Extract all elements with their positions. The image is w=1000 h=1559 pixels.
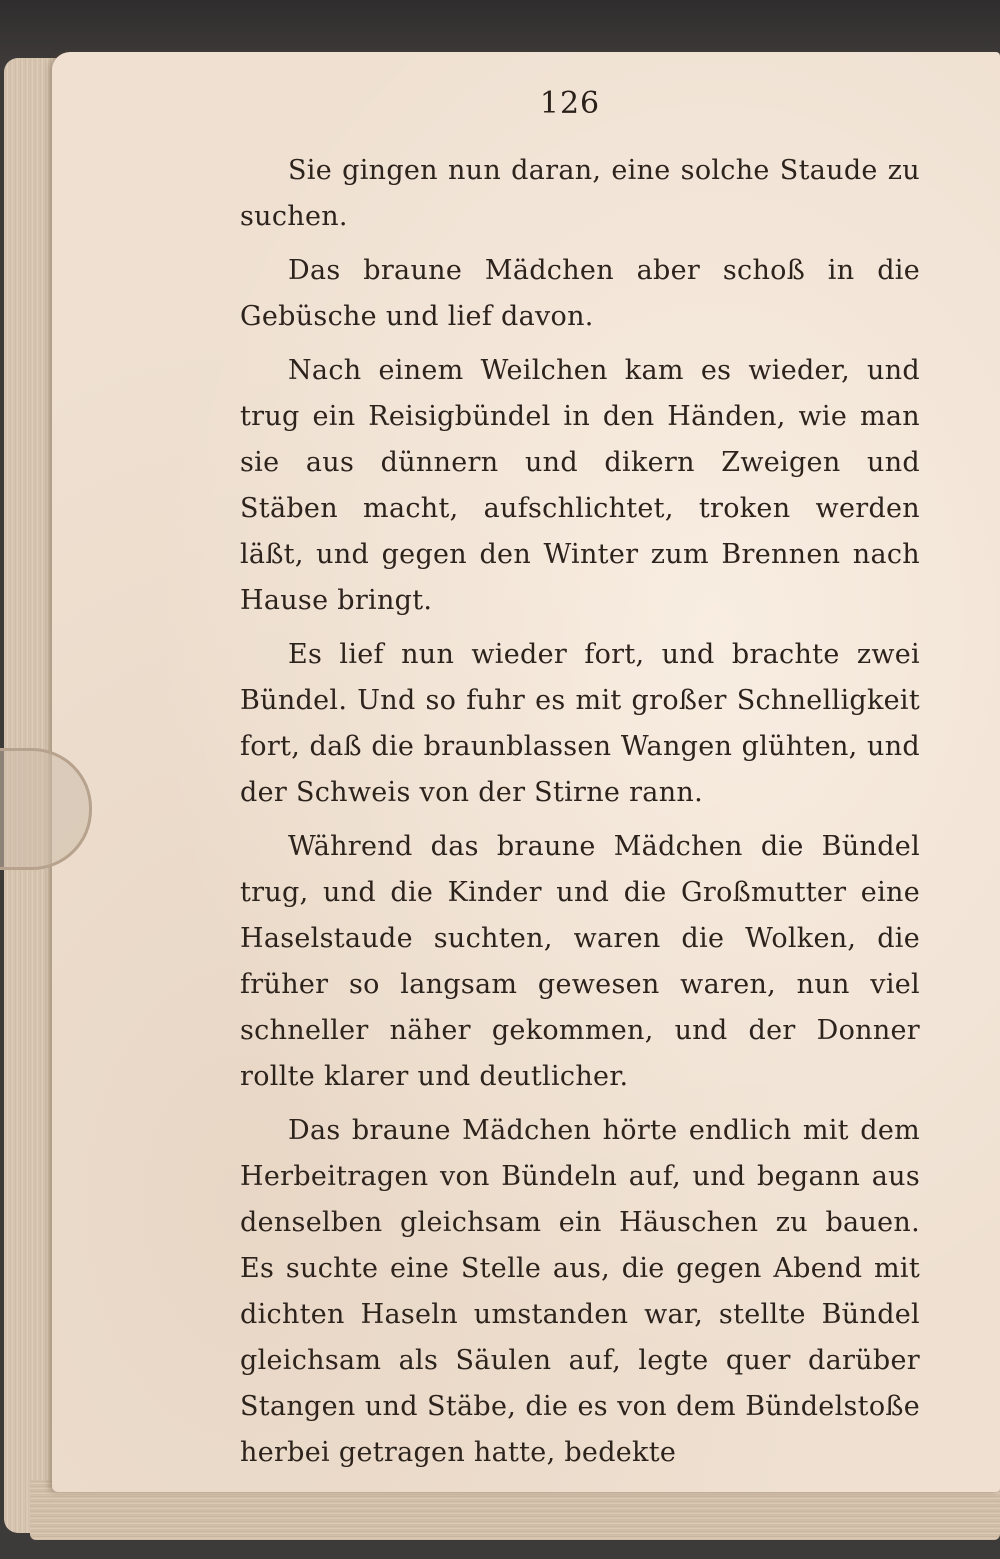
paragraph: Während das braune Mädchen die Bündel trug, und die Kinder und die Großmutter eine Haselstaude suchten, waren die Wolken, die früher so langsam gewesen waren, nun viel schneller näher gekommen, und der Donner rollte klarer und deutlicher. <box>240 831 920 1092</box>
paragraph: Nach einem Weilchen kam es wieder, und trug ein Reisigbündel in den Händen, wie man sie aus dünnern und dikern Zweigen und Stäben macht, aufschlichtet, troken werden läßt, und gegen den Winter zum Brennen nach Hause bringt. <box>240 355 920 616</box>
paragraph: Es lief nun wieder fort, und brachte zwei Bündel. Und so fuhr es mit großer Schnelligkeit fort, daß die braunblassen Wangen glühten, und der Schweis von der Stirne rann. <box>240 639 920 808</box>
paragraph: Das braune Mädchen hörte endlich mit dem Herbeitragen von Bündeln auf, und begann aus denselben gleichsam ein Häuschen zu bauen. Es suchte eine Stelle aus, die gegen Abend mit dichten Haseln umstanden war, stellte Bündel gleichsam als Säulen auf, legte quer darüber Stangen und Stäbe, die es von dem Bündelstoße herbei getragen hatte, bedekte <box>240 1115 920 1468</box>
page-number: 126 <box>539 86 601 121</box>
paragraph: Sie gingen nun daran, eine solche Staude zu suchen. <box>240 155 920 232</box>
paragraph: Das braune Mädchen aber schoß in die Gebüsche und lief davon. <box>240 255 920 332</box>
page-body-text <box>240 148 920 1484</box>
